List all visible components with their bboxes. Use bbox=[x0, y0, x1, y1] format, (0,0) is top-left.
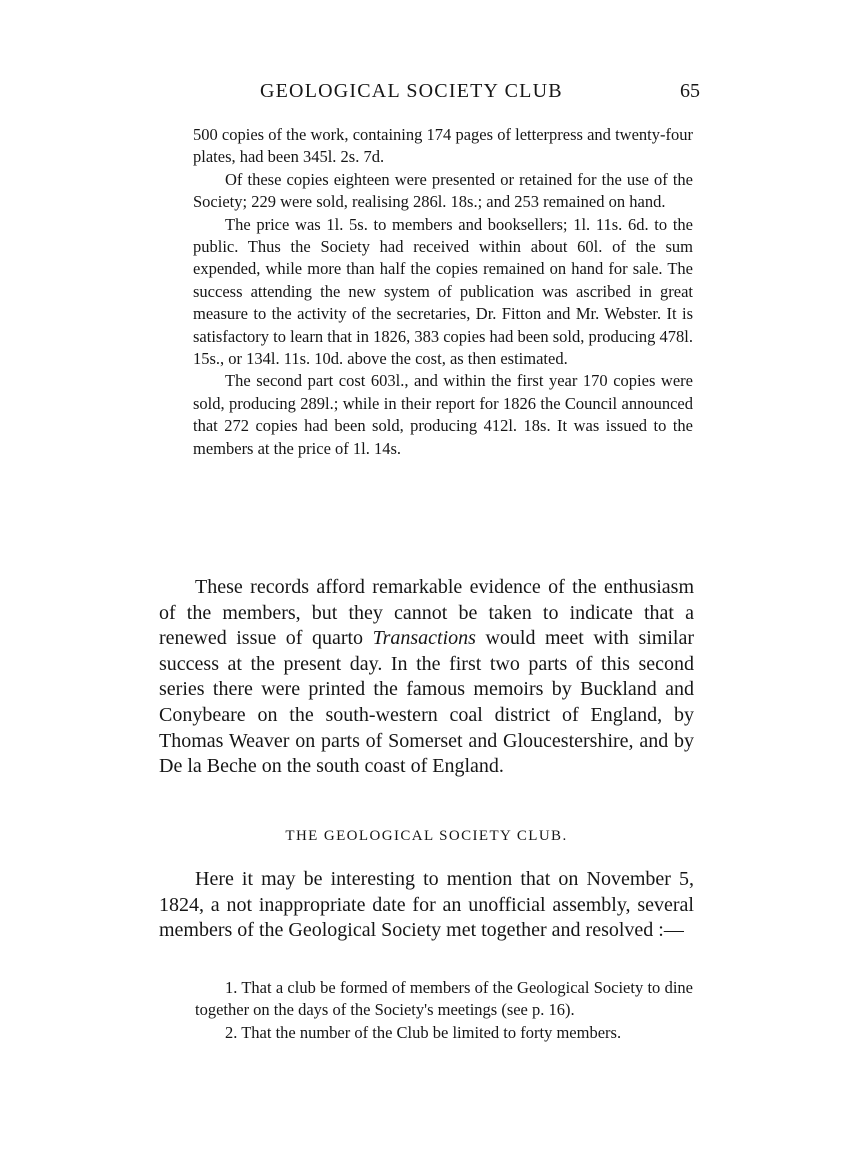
running-title: GEOLOGICAL SOCIETY CLUB bbox=[260, 80, 563, 102]
resolution-item-2: 2. That the number of the Club be limited to forty members. bbox=[225, 1022, 622, 1042]
extract-paragraph-1: 500 copies of the work, containing 174 pages of letterpress and twenty-four plates, had been 345l. 2s. 7d. bbox=[193, 125, 693, 167]
section-heading: THE GEOLOGICAL SOCIETY CLUB. bbox=[285, 828, 568, 844]
records-text-end: would meet with similar success at the present day. In the first two parts of this second series there were printed the famous memoirs by Buckland and Conybeare on the south-western coal district of England, by Thomas Weaver on parts of Somerset and Gloucestershire, and by De la Beche on the south coast of England. bbox=[159, 627, 694, 778]
records-paragraph-block bbox=[159, 575, 694, 780]
club-paragraph-block bbox=[159, 867, 694, 944]
extract-paragraph-2: Of these copies eighteen were presented or retained for the use of the Society; 229 were sold, realising 286l. 18s.; and 253 remained on hand. bbox=[193, 169, 693, 212]
running-head bbox=[160, 80, 700, 110]
records-paragraph bbox=[159, 575, 694, 780]
quoted-report-extract bbox=[193, 124, 693, 460]
extract-paragraph-4: The second part cost 603l., and within the first year 170 copies were sold, producing 289l.; while in their report for 1826 the Council announced that 272 copies had been sold, producing 412l. 18s. It was issued to the members at the price of 1l. 14s. bbox=[193, 371, 693, 458]
resolutions-list bbox=[195, 977, 693, 1044]
resolution-item-1: 1. That a club be formed of members of the Geological Society to dine together on the days of the Society's meetings (see p. 16). bbox=[195, 978, 693, 1020]
records-text-start: These records afford remarkable evidence of the enthusiasm of the members, but they cannot be taken to indicate that a renewed issue of quarto bbox=[159, 576, 694, 650]
page-number: 65 bbox=[680, 80, 700, 102]
transactions-italic: Transactions bbox=[372, 627, 476, 650]
extract-paragraph-3: The price was 1l. 5s. to members and booksellers; 1l. 11s. 6d. to the public. Thus the Society had received within about 60l. of the sum expended, while more than half the copies remained on hand for sale. The success attending the new system of publication was ascribed in great measure to the activity of the secretaries, Dr. Fitton and Mr. Webster. It is satisfactory to learn that in 1826, 383 copies had been sold, producing 478l. 15s., or 134l. 11s. 10d. above the cost, as then estimated. bbox=[193, 214, 693, 369]
club-paragraph: Here it may be interesting to mention that on November 5, 1824, a not inappropriate date for an unofficial assembly, several members of the Geological Society met together and resolved :— bbox=[159, 868, 694, 942]
